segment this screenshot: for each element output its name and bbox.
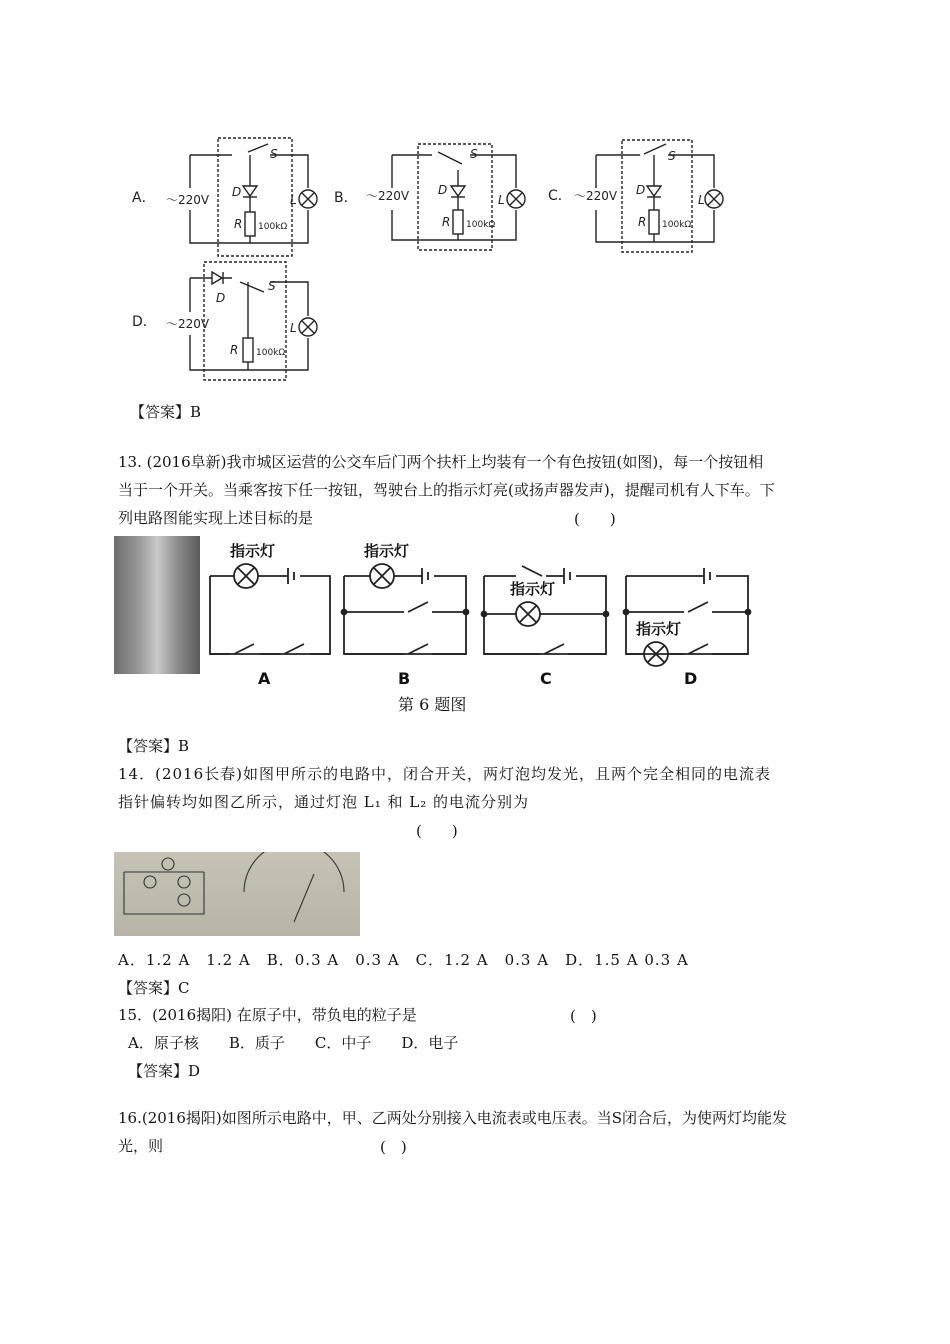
q12-d-d: D [216,291,226,305]
q13-line-2: 当于一个开关。当乘客按下任一按钮，驾驶台上的指示灯亮(或扬声器发声)，提醒司机有人下车。下 [118,481,775,499]
q14-options: A．1.2 A 1.2 A B．0.3 A 0.3 A C．1.2 A 0.3 A D．1.5 A 0.3 A [118,951,689,969]
q12-option-a-voltage: ～220V [166,193,210,207]
q13-bracket: ( ) [574,510,616,528]
q12-c-r: R [638,215,647,229]
q12-option-d-voltage: ～220V [166,317,210,331]
q12-c-s: S [668,149,676,163]
q14-answer: 【答案】C [118,979,190,997]
q15-question: 15．(2016揭阳) 在原子中，带负电的粒子是 [118,1006,417,1024]
q12-c-l: L [698,193,705,207]
q13-circuit-letter-a: A [258,669,271,688]
q12-option-d-letter: D． [132,314,157,330]
q12-answer: 【答案】B [130,403,202,421]
q12-a-r: R [234,217,243,231]
q13-circuits [200,536,760,726]
q15-bracket: ( ) [570,1007,597,1025]
q12-b-r: R [442,215,451,229]
q12-option-c-letter: C． [548,188,572,204]
q12-d-r: R [230,343,239,357]
q12-d-s: S [268,279,276,293]
q12-d-kohm: 100kΩ [256,348,286,358]
q16-bracket: ( ) [380,1138,407,1156]
q13-circuit-letter-b: B [398,669,411,688]
q13-bus-photo [114,536,200,674]
q12-c-kohm: 100kΩ [662,220,692,230]
q12-option-b-voltage: ～220V [366,189,410,203]
q13-circuit-letter-d: D [684,669,698,688]
q12-d-l: L [290,321,297,335]
q14-figure-sketch [114,852,360,936]
q13-circuit-letter-c: C [540,669,552,688]
q12-a-kohm: 100kΩ [258,222,288,232]
q13-lamp-label-d: 指示灯 [636,620,682,638]
q12-b-l: L [498,193,505,207]
q13-line-1: 13. (2016阜新)我市城区运营的公交车后门两个扶杆上均装有一个有色按钮(如图)，每一个按钮相 [118,453,764,471]
q13-lamp-label-a: 指示灯 [230,542,276,560]
q16-line-1: 16.(2016揭阳)如图所示电路中，甲、乙两处分别接入电流表或电压表。当S闭合后，为使两灯均能发 [118,1109,788,1127]
q14-figure-photo [114,852,360,936]
q12-a-s: S [270,147,278,161]
q14-line-2: 指针偏转均如图乙所示，通过灯泡 L₁ 和 L₂ 的电流分别为 [118,793,530,811]
q12-option-a-letter: A． [132,190,156,206]
q12-c-d: D [636,183,646,197]
q13-line-3: 列电路图能实现上述目标的是 [118,509,314,527]
q12-a-l: L [290,193,297,207]
q13-lamp-label-c: 指示灯 [510,580,556,598]
q15-options: A．原子核 B．质子 C．中子 D．电子 [128,1034,459,1052]
q12-b-s: S [470,147,478,161]
q14-bracket: ( ) [416,822,458,840]
q12-option-b-letter: B． [334,190,358,206]
q13-lamp-label-b: 指示灯 [364,542,410,560]
q15-answer: 【答案】D [128,1062,201,1080]
q16-line-2: 光，则 [118,1137,164,1155]
q12-option-c-voltage: ～220V [574,189,618,203]
q12-circuits [120,130,740,385]
q12-b-kohm: 100kΩ [466,220,496,230]
q12-a-d: D [232,185,242,199]
q13-answer: 【答案】B [118,737,190,755]
q13-figure-caption: 第 6 题图 [398,695,467,714]
q14-line-1: 14．(2016长春)如图甲所示的电路中，闭合开关，两灯泡均发光，且两个完全相同的电流表 [118,765,771,783]
q12-b-d: D [438,183,448,197]
